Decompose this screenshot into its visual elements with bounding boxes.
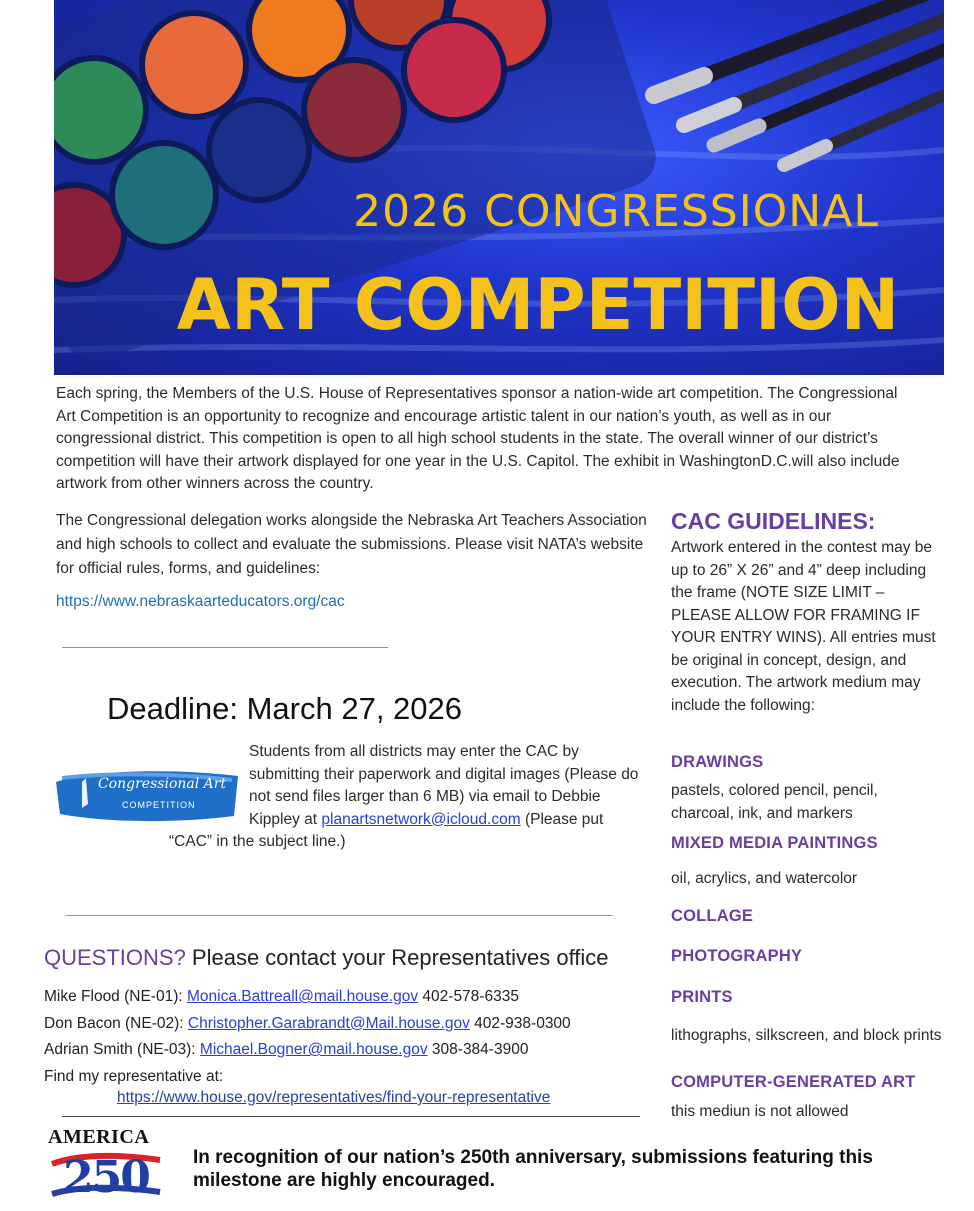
anniversary-note: In recognition of our nation’s 250th anniversary, submissions featuring this milestone are highly encouraged. [193, 1147, 873, 1191]
prints-text: lithographs, silkscreen, and block prints [671, 1027, 942, 1044]
questions-rest: Please contact your Representatives office [185, 945, 609, 970]
america-250-logo [48, 1150, 164, 1206]
prints-heading: PRINTS [671, 988, 733, 1006]
cac-logo-caption: COMPETITION [122, 800, 196, 810]
contact-row [44, 984, 571, 1011]
contact-name: Mike Flood (NE-01): [44, 988, 187, 1005]
nata-website-link[interactable]: https://www.nebraskaarteducators.org/cac [56, 593, 345, 610]
banner-title-year: 2026 CONGRESSIONAL [353, 186, 879, 237]
contact-email-link[interactable]: Christopher.Garabrandt@Mail.house.gov [187, 1014, 470, 1032]
submission-paragraph [169, 741, 639, 854]
computer-art-heading: COMPUTER-GENERATED ART [671, 1073, 916, 1091]
america-250-label: AMERICA [48, 1126, 150, 1148]
delegation-paragraph: The Congressional delegation works alongside the Nebraska Art Teachers Association and high schools to collect and evaluate the submissions. Please visit NATA’s website for official rules, forms, and guidelines: [56, 512, 647, 577]
drawings-text: pastels, colored pencil, pencil, charcoal, ink, and markers [671, 782, 878, 822]
computer-art-text: this mediun is not allowed [671, 1103, 849, 1120]
header-banner [54, 0, 944, 375]
deadline-heading: Deadline: March 27, 2026 [107, 691, 463, 726]
mixed-media-heading: MIXED MEDIA PAINTINGS [671, 834, 878, 852]
questions-heading [44, 945, 609, 971]
cac-logo-script: Congressional Art [98, 776, 227, 792]
divider [62, 1116, 640, 1117]
questions-lead: QUESTIONS? [44, 945, 186, 970]
photography-heading: PHOTOGRAPHY [671, 947, 803, 965]
guidelines-title: CAC GUIDELINES: [671, 508, 876, 534]
drawings-heading: DRAWINGS [671, 753, 764, 771]
banner-title-main: ART COMPETITION [176, 264, 900, 346]
divider [65, 915, 613, 916]
intro-paragraph: Each spring, the Members of the U.S. House of Representatives sponsor a nation-wide art competition. The Congressional Art Competition is an opportunity to recognize and encourage artistic talent in our nation’s youth, as well as in our congressional district. This competition is open to all high school students in the state. The overall winner of our district’s competition will have their artwork displayed for one year in the U.S. Capitol. The exhibit in WashingtonD.C.will also include artwork from other winners across the country. [56, 385, 900, 492]
submission-text: Students from all districts may enter the CAC by submitting their paperwork and digital images (Please do not send files larger than 6 MB) via email to Debbie Kippley at [249, 743, 639, 828]
find-representative-link[interactable]: https://www.house.gov/representatives/find-your-representative [117, 1089, 551, 1106]
contact-email-link[interactable]: Michael.Bogner@mail.house.gov [199, 1041, 428, 1058]
guidelines-intro: Artwork entered in the contest may be up to 26” X 26” and 4” deep including the frame (NOTE SIZE LIMIT – PLEASE ALLOW FOR FRAMING IF YOUR ENTRY WINS). All entries must be original in concept, design, and execution. The artwork medium may include the following: [671, 539, 936, 714]
mixed-media-text: oil, acrylics, and watercolor [671, 870, 858, 887]
submission-text-after: (Please put “CAC” in the subject line.) [169, 810, 604, 850]
contact-name: Adrian Smith (NE-03): [44, 1041, 200, 1058]
america-250-number: 250 [63, 1152, 149, 1203]
contact-name: Don Bacon (NE-02): [44, 1014, 188, 1032]
contact-row [44, 1011, 571, 1038]
divider [62, 647, 388, 648]
collage-heading: COLLAGE [671, 907, 754, 925]
contact-phone: 402-938-0300 [469, 1014, 571, 1032]
contact-email-link[interactable]: Monica.Battreall@mail.house.gov [186, 988, 419, 1005]
contact-row [44, 1037, 571, 1064]
contact-phone: 402-578-6335 [418, 988, 519, 1005]
contact-list [44, 984, 571, 1090]
submission-email-link[interactable]: planartsnetwork@icloud.com [321, 810, 521, 828]
find-rep-label: Find my representative at: [44, 1067, 224, 1085]
contact-phone: 308-384-3900 [427, 1041, 529, 1058]
